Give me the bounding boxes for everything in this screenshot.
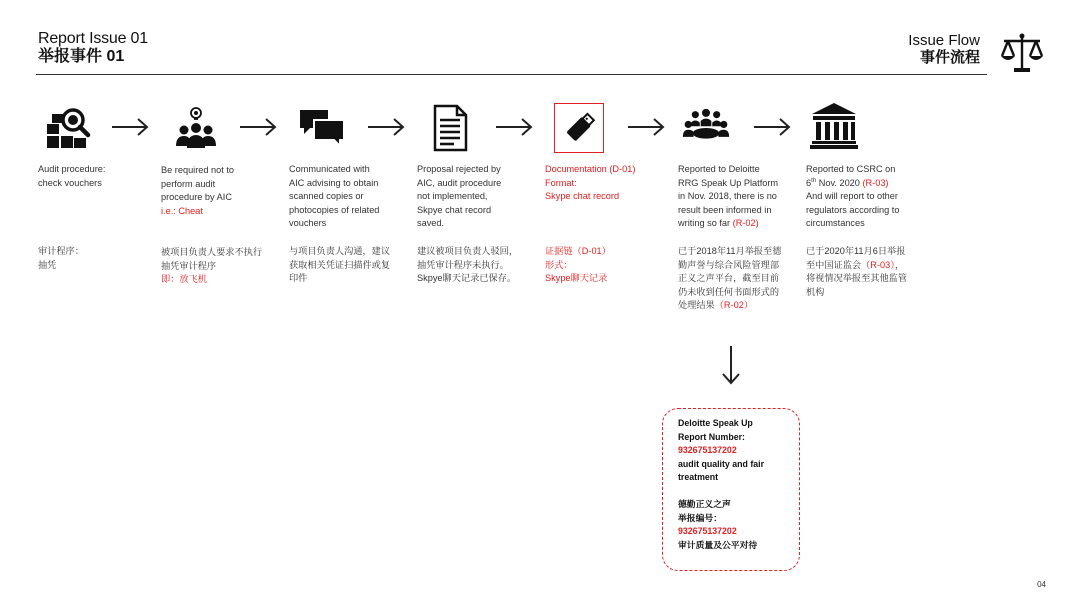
text-line: 机构 (806, 286, 825, 297)
report-topic: audit quality and fair (678, 458, 765, 469)
text-line: 已于2020年11月6日举报 (806, 246, 906, 256)
text-line: 将视情况举报至其他监管 (806, 273, 908, 284)
step-5-zh (545, 245, 667, 286)
text-line-highlight: Format: (545, 177, 577, 188)
flow-zh: 事件流程 (919, 49, 980, 66)
text-line: in Nov. 2018, there is no (678, 191, 777, 202)
text-line-highlight: 即：放飞机 (161, 274, 207, 285)
text-line: 抽凭审计程序未执行。 (417, 259, 509, 270)
step-7-zh (806, 245, 934, 299)
justice-scale-icon (1000, 32, 1044, 74)
flow-arrow-5 (626, 116, 666, 138)
text-line (806, 177, 934, 191)
text-line: 仍未收到任何书面形式的 (678, 286, 780, 297)
section-heading (908, 32, 980, 66)
search-docs-icon (44, 104, 92, 152)
page-title (38, 30, 148, 66)
step-6-zh (678, 245, 806, 313)
text-line: Skpye chat record (417, 204, 492, 215)
flow-arrow-2 (238, 116, 278, 138)
text-line: AIC, audit procedure (417, 177, 502, 188)
reference-code: (R-02) (732, 218, 759, 229)
usb-drive-icon (555, 104, 603, 152)
text-line: circumstances (806, 218, 865, 229)
text-line (678, 299, 806, 313)
text-line: Communicated with (289, 164, 370, 174)
step-4-zh (417, 245, 539, 286)
text-line: Be required not to (161, 165, 235, 175)
text-line: Audit procedure: (38, 164, 106, 174)
text-line-highlight: Documentation (D-01) (545, 164, 636, 174)
text-line: 印件 (289, 273, 308, 284)
text-line: 抽凭 (38, 259, 57, 270)
text-line: result been informed in (678, 204, 772, 215)
step-2-zh (161, 246, 283, 287)
text-line: AIC advising to obtain (289, 177, 379, 188)
text-line (678, 217, 806, 231)
text-line: Reported to Deloitte (678, 164, 760, 174)
text-line-highlight: 证据链（D-01） (545, 246, 611, 256)
text-line: And will report to other (806, 191, 898, 202)
report-number-label-zh: 举报编号： (678, 512, 722, 523)
step-1-en (38, 163, 160, 190)
title-zh: 举报事件 01 (38, 48, 125, 65)
speak-up-title: Deloitte Speak Up (678, 418, 753, 428)
spacer (678, 485, 799, 499)
flow-arrow-6 (752, 116, 792, 138)
down-arrow (720, 344, 742, 386)
report-topic: treatment (678, 472, 719, 482)
step-7-en (806, 163, 934, 231)
text-line: procedure by AIC (161, 192, 232, 203)
text-line: 建议被项目负责人驳回， (417, 246, 519, 256)
text-line: 被项目负责人要求不执行 (161, 247, 263, 257)
text-line: 抽凭审计程序 (161, 260, 217, 271)
text-line: saved. (417, 218, 445, 229)
text-line: 获取相关凭证扫描件或复 (289, 259, 391, 270)
speak-up-report-box (662, 408, 800, 571)
text-line: 正义之声平台，截至目前 (678, 273, 780, 284)
courthouse-icon (810, 102, 858, 150)
text-line: photocopies of related (289, 204, 380, 215)
step-2-en (161, 164, 283, 218)
ordinal-suffix: th (811, 177, 817, 184)
text-line: 审计程序： (38, 246, 84, 256)
page-number: 04 (1037, 580, 1046, 589)
meeting-icon (682, 104, 730, 152)
document-icon (426, 104, 474, 152)
text-line: 勤声誉与综合风险管理部 (678, 259, 780, 270)
text-line: RRG Speak Up Platform (678, 177, 779, 188)
text-line: Reported to CSRC on (806, 164, 896, 174)
reference-code: (R-03) (862, 177, 889, 188)
text-span: writing so far (678, 218, 733, 229)
text-line-highlight: Skype聊天记录 (545, 273, 608, 284)
text-line: 已于2018年11月举报至德 (678, 246, 782, 256)
speak-up-title-zh: 德勤正义之声 (678, 499, 731, 509)
step-3-zh (289, 245, 411, 286)
text-line: not implemented, (417, 191, 488, 202)
header-rule (36, 74, 987, 75)
text-line: regulators according to (806, 204, 900, 215)
text-line: 与项目负责人沟通，建议 (289, 246, 391, 256)
reference-code: （R-02） (714, 300, 754, 311)
report-number-zh: 932675137202 (678, 526, 737, 536)
step-4-en (417, 163, 539, 231)
step-3-en (289, 163, 411, 231)
step-5-en (545, 163, 667, 204)
team-idea-icon (172, 106, 220, 154)
text-line-highlight: Skype chat record (545, 191, 620, 202)
text-line (806, 259, 934, 273)
text-line: perform audit (161, 178, 216, 189)
step-6-en (678, 163, 806, 231)
report-number: 932675137202 (678, 445, 737, 455)
text-line-highlight: 形式： (545, 259, 573, 270)
text-span: 至中国证监会 (806, 259, 862, 270)
report-number-label: Report Number: (678, 431, 745, 442)
text-span: 6 (806, 177, 812, 188)
chat-icon (298, 104, 346, 152)
title-en: Report Issue 01 (38, 30, 148, 47)
text-line: vouchers (289, 218, 327, 229)
text-line: Skpye聊天记录已保存。 (417, 273, 517, 284)
text-line: scanned copies or (289, 191, 364, 202)
text-span: Nov. 2020 (816, 177, 863, 188)
text-line: check vouchers (38, 177, 102, 188)
flow-arrow-1 (110, 116, 150, 138)
reference-code: （R-03） (861, 259, 895, 270)
flow-en: Issue Flow (908, 32, 980, 49)
step-1-zh (38, 245, 160, 272)
text-line-highlight: i.e.: Cheat (161, 205, 203, 216)
text-line: Proposal rejected by (417, 164, 501, 174)
report-topic-zh: 审计质量及公平对待 (678, 539, 758, 550)
text-span: ， (894, 259, 905, 270)
flow-arrow-3 (366, 116, 406, 138)
text-span: 处理结果 (678, 300, 715, 311)
flow-arrow-4 (494, 116, 534, 138)
